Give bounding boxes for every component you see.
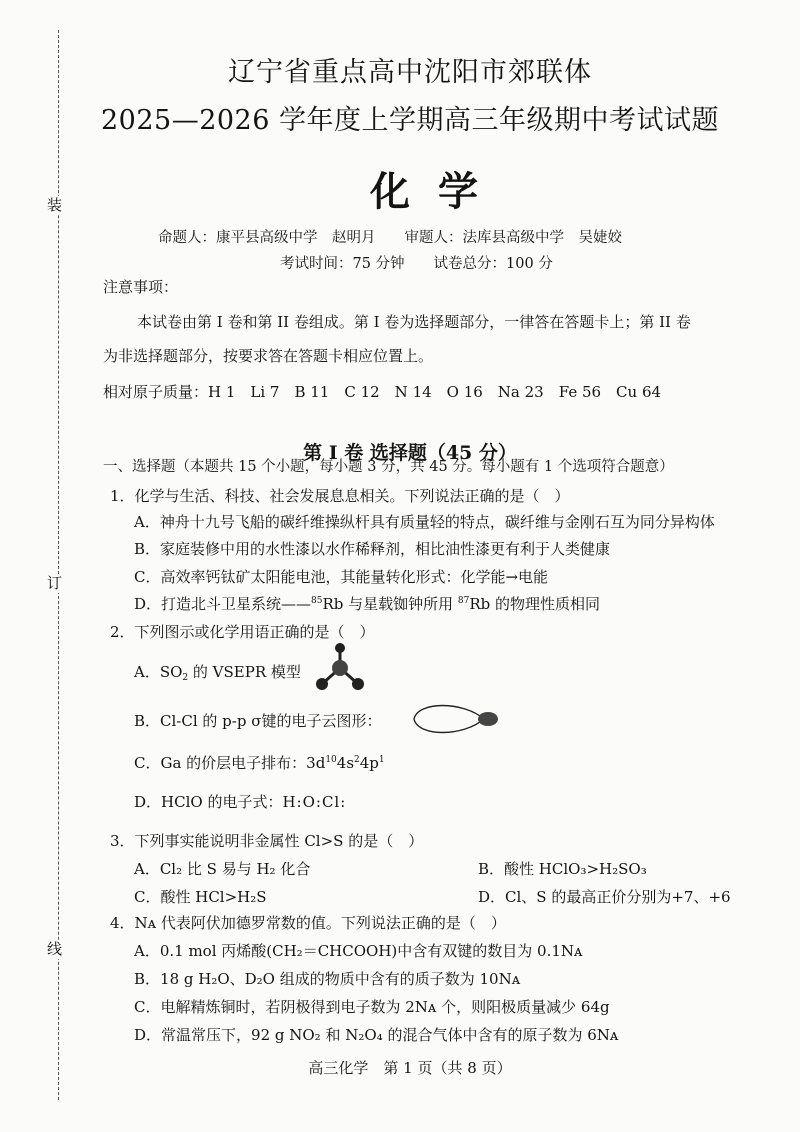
q2-a-post: 的 VSEPR 模型 xyxy=(188,663,301,681)
section-instruction: 一、选择题（本题共 15 个小题，每小题 3 分，共 45 分。每小题有 1 个选项符合题意） xyxy=(103,459,674,475)
q2-option-b: B．Cl-Cl 的 p-p σ键的电子云图形： xyxy=(134,712,382,730)
q2-stem: 2．下列图示或化学用语正确的是（ ） xyxy=(110,623,375,641)
q2-c-sup2: 2 xyxy=(354,755,360,765)
q4-stem: 4．Nᴀ 代表阿伏加德罗常数的值。下列说法正确的是（ ） xyxy=(110,914,506,932)
q2-a-pre: A．SO xyxy=(134,663,183,681)
exam-title: 2025—2026 学年度上学期高三年级期中考试试题 xyxy=(100,105,719,136)
q1-d-post: Rb 的物理性质相同 xyxy=(469,595,601,613)
sigma-bond-orbital-image xyxy=(408,699,500,739)
q2-c-pre: C．Ga 的价层电子排布：3d xyxy=(134,754,326,772)
q3-option-c: C．酸性 HCl>H₂S xyxy=(134,888,267,906)
atomic-mass-line: 相对原子质量：H 1 Li 7 B 11 C 12 N 14 O 16 Na 23 Fe 56 Cu 64 xyxy=(103,383,662,401)
q1-stem: 1．化学与生活、科技、社会发展息息相关。下列说法正确的是（ ） xyxy=(110,487,570,505)
binding-char-zhuang: 装 xyxy=(47,196,63,214)
q3-stem: 3．下列事实能说明非金属性 Cl>S 的是（ ） xyxy=(110,832,424,850)
q4-option-a: A．0.1 mol 丙烯酸(CH₂＝CHCOOH)中含有双键的数目为 0.1Nᴀ xyxy=(134,942,583,960)
notice-label: 注意事项： xyxy=(103,278,179,296)
q2-c-sup3: 1 xyxy=(378,755,385,765)
q1-option-a: A．神舟十九号飞船的碳纤维操纵杆具有质量轻的特点，碳纤维与金刚石互为同分异构体 xyxy=(134,513,715,531)
q4-option-c: C．电解精炼铜时，若阴极得到电子数为 2Nᴀ 个，则阳极质量减少 64g xyxy=(134,998,610,1016)
notice-line-1: 本试卷由第 I 卷和第 II 卷组成。第 I 卷为选择题部分，一律答在答题卡上；第 II 卷 xyxy=(137,313,691,331)
q1-option-b: B．家庭装修中用的水性漆以水作稀释剂，相比油性漆更有利于人类健康 xyxy=(134,540,611,558)
authors-line: 命题人：康平县高级中学 赵明月 审题人：法库县高级中学 吴婕姣 xyxy=(158,230,622,246)
exam-info-line: 考试时间：75 分钟 试卷总分：100 分 xyxy=(280,256,553,272)
q2-option-d xyxy=(134,791,346,812)
subject-title: 化学 xyxy=(370,168,506,215)
notice-line-2: 为非选择题部分，按要求答在答题卡相应位置上。 xyxy=(103,347,434,365)
q2-a-sub: 2 xyxy=(182,673,189,683)
q3-option-b: B．酸性 HClO₃>H₂SO₃ xyxy=(478,860,647,878)
binding-char-ding: 订 xyxy=(47,574,63,592)
vsepr-model-image xyxy=(310,640,370,698)
binding-char-xian: 线 xyxy=(47,940,63,958)
q3-option-a: A．Cl₂ 比 S 易与 H₂ 化合 xyxy=(134,860,311,878)
q2-c-mid1: 4s xyxy=(336,754,355,772)
q1-d-sup2: 87 xyxy=(457,596,470,606)
q2-option-a xyxy=(134,661,301,683)
q2-c-sup1: 10 xyxy=(325,755,337,765)
section-title: 第 I 卷 选择题（45 分） xyxy=(303,442,517,464)
q2-d-formula: H:O:Cl: xyxy=(282,793,347,811)
q4-option-b: B．18 g H₂O、D₂O 组成的物质中含有的质子数为 10Nᴀ xyxy=(134,970,521,988)
school-title: 辽宁省重点高中沈阳市郊联体 xyxy=(228,57,592,88)
q1-option-c: C．高效率钙钛矿太阳能电池，其能量转化形式：化学能→电能 xyxy=(134,568,549,586)
q3-option-d: D．Cl、S 的最高正价分别为+7、+6 xyxy=(478,888,731,906)
q2-d-pre: D．HClO 的电子式： xyxy=(134,793,283,811)
q1-option-d xyxy=(134,593,600,614)
q1-d-mid: Rb 与星载铷钟所用 xyxy=(322,595,458,613)
q2-c-mid2: 4p xyxy=(359,754,379,772)
q4-option-d: D．常温常压下，92 g NO₂ 和 N₂O₄ 的混合气体中含有的原子数为 6Nᴀ xyxy=(134,1026,619,1044)
q2-option-c xyxy=(134,752,385,773)
page-footer: 高三化学 第 1 页（共 8 页） xyxy=(308,1059,512,1077)
q1-d-sup1: 85 xyxy=(311,596,323,606)
q1-d-pre: D．打造北斗卫星系统—— xyxy=(134,595,312,613)
